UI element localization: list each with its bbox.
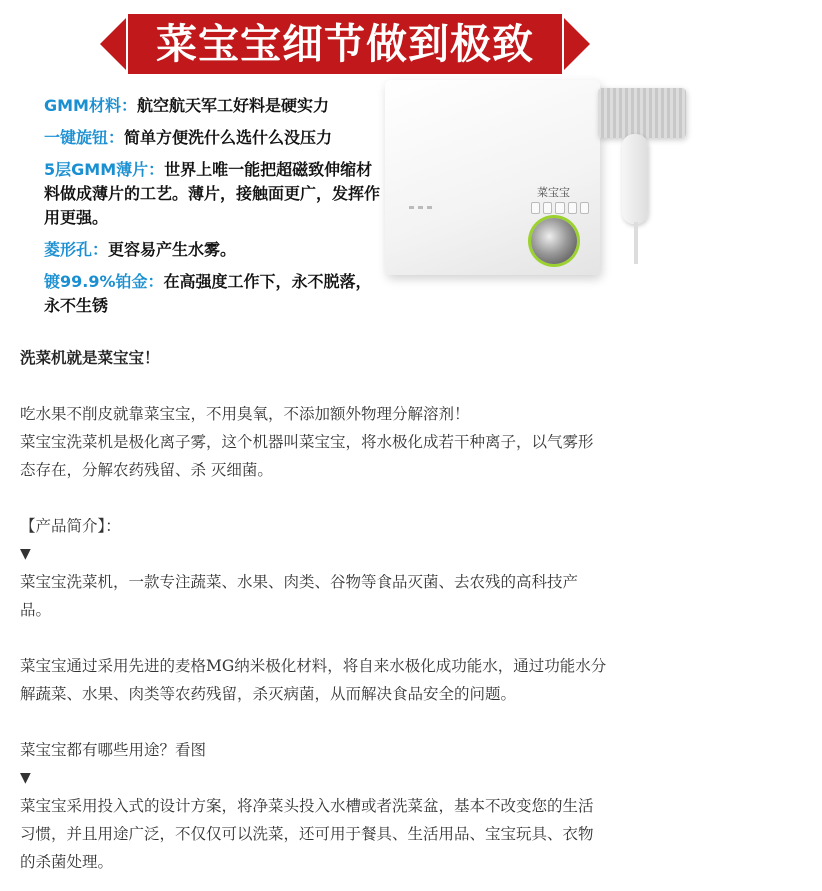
feature-key: 5层GMM薄片： <box>44 160 165 179</box>
down-triangle-icon: ▼ <box>20 770 31 786</box>
article-body <box>20 344 810 876</box>
feature-list <box>44 94 384 326</box>
feature-key: 镀99.9%铂金： <box>44 272 164 291</box>
indicator-dots <box>409 206 439 210</box>
paragraph-line: 菜宝宝通过采用先进的麦格MG纳米极化材料，将自来水极化成功能水，通过功能水分 <box>20 657 607 675</box>
paragraph-line: 态存在，分解农药残留、杀 灭细菌。 <box>20 461 273 479</box>
feature-value: 更容易产生水雾。 <box>108 240 237 259</box>
feature-key: GMM材料： <box>44 96 137 115</box>
feature-item <box>44 126 384 150</box>
banner-title-bar <box>100 14 590 74</box>
rotary-knob-icon <box>531 218 577 264</box>
product-banner <box>0 0 822 325</box>
feature-value: 世界上唯一能把超磁致伸缩材料做成薄片的工艺。薄片，接触面更广，发挥作用更强。 <box>44 160 381 227</box>
probe-head-icon <box>622 134 648 224</box>
paragraph-line: 菜宝宝洗菜机，一款专注蔬菜、水果、肉类、谷物等食品灭菌、去农残的高科技产 <box>20 573 579 591</box>
feature-item <box>44 158 384 230</box>
device-brand-label: 菜宝宝 <box>537 186 570 199</box>
cable-icon <box>634 222 638 264</box>
left-arrow-icon <box>100 18 126 70</box>
feature-item <box>44 94 384 118</box>
right-arrow-icon <box>564 18 590 70</box>
product-device-image <box>385 80 600 275</box>
down-triangle-icon: ▼ <box>20 546 31 562</box>
feature-item <box>44 270 384 318</box>
paragraph-line: 吃水果不削皮就靠菜宝宝，不用臭氧，不添加额外物理分解溶剂！ <box>20 405 470 423</box>
paragraph-line: 菜宝宝采用投入式的设计方案，将净菜头投入水槽或者洗菜盆，基本不改变您的生活 <box>20 797 594 815</box>
feature-value: 在高强度工作下，永不脱落，永不生锈 <box>44 272 372 315</box>
article-heading: 洗菜机就是菜宝宝！ <box>20 348 160 367</box>
paragraph-line: 菜宝宝洗菜机是极化离子雾，这个机器叫菜宝宝，将水极化成若干种离子，以气雾形 <box>20 433 594 451</box>
wall-mount-icon <box>598 88 686 138</box>
feature-value: 航空航天军工好料是硬实力 <box>136 96 329 115</box>
paragraph-line: 解蔬菜、水果、肉类等农药残留，杀灭病菌，从而解决食品安全的问题。 <box>20 685 517 703</box>
paragraph-line: 习惯，并且用途广泛，不仅仅可以洗菜，还可用于餐具、生活用品、宝宝玩具、衣物 <box>20 825 594 843</box>
feature-item <box>44 238 384 262</box>
banner-title: 菜宝宝细节做到极致 <box>128 14 562 74</box>
uses-label: 菜宝宝都有哪些用途？看图 <box>20 741 207 759</box>
intro-label: 【产品简介】： <box>20 517 121 535</box>
paragraph-line: 的杀菌处理。 <box>20 853 114 871</box>
feature-key: 菱形孔： <box>44 240 109 259</box>
feature-key: 一键旋钮： <box>44 128 125 147</box>
feature-value: 简单方便洗什么选什么没压力 <box>124 128 333 147</box>
device-buttons <box>531 202 589 214</box>
paragraph-line: 品。 <box>20 601 52 619</box>
